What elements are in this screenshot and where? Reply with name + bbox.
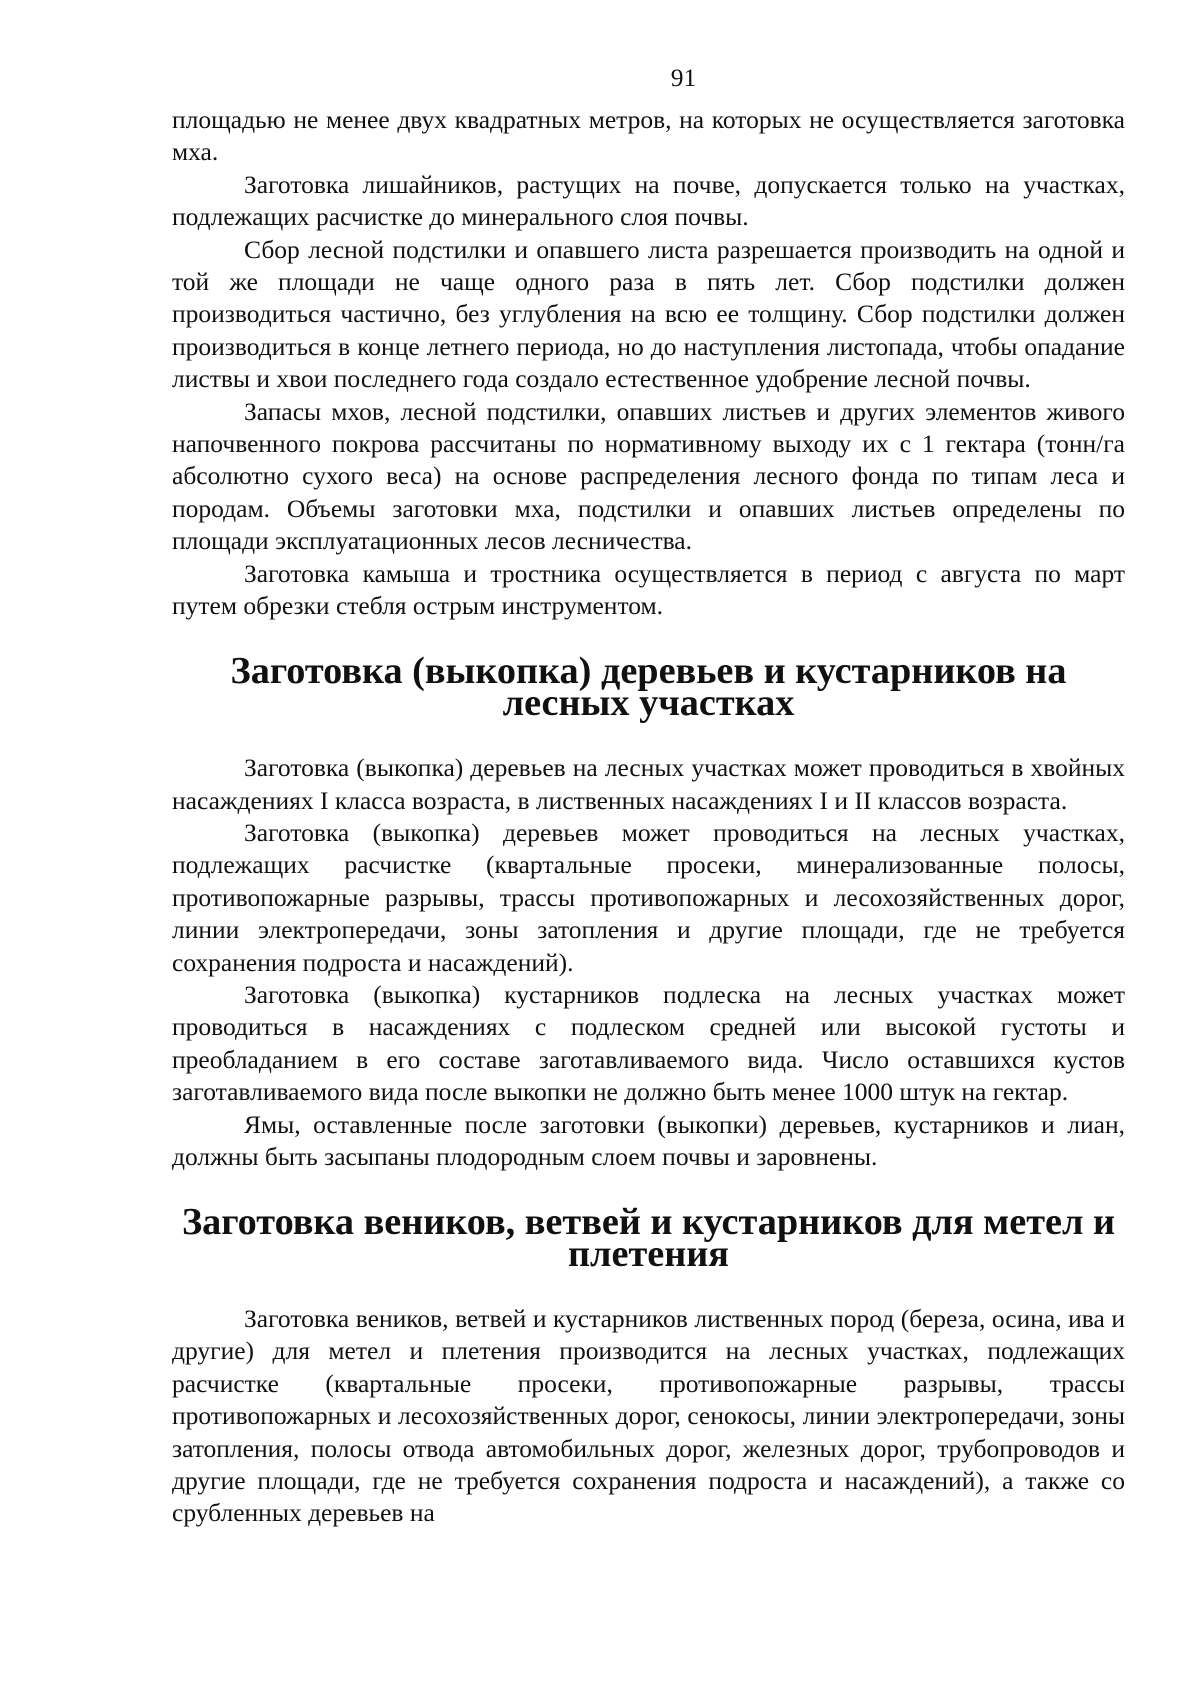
paragraph-tree-digging-areas: Заготовка (выкопка) деревьев может проводиться на лесных участках, подлежащих расчистке (квартальные просеки, минерализованные полосы, противопожарные разрывы, трассы противопожарных и лесохозяйственных дорог, линии электропередачи, зоны затопления и другие площади, где не требуется сохранения подроста и насаждений). xyxy=(172,817,1125,977)
paragraph-lichen-harvest: Заготовка лишайников, растущих на почве, допускается только на участках, подлежащих расчистке до минерального слоя почвы. xyxy=(172,169,1125,232)
paragraph-litter-collection: Сбор лесной подстилки и опавшего листа разрешается производить на одной и той же площади не чаще одного раза в пять лет. Сбор подстилки должен производиться частично, без углубления на всю ее толщину. Сбор подстилки должен производиться в конце летнего периода, но до наступления листопада, чтобы опадание листвы и хвои последнего года создало естественное удобрение лесной почвы. xyxy=(172,234,1125,394)
paragraph-broom-harvest: Заготовка веников, ветвей и кустарников лиственных пород (береза, осина, ива и другие) для метел и плетения производится на лесных участках, подлежащих расчистке (квартальные просеки, противопожарные разрывы, трассы противопожарных и лесохозяйственных дорог, сенокосы, линии электропередачи, зоны затопления, полосы отвода автомобильных дорог, железных дорог, трубопроводов и другие площади, где не требуется сохранения подроста и насаждений), а также со срубленных деревьев на xyxy=(172,1303,1125,1528)
section-spacer xyxy=(172,1271,1125,1303)
section-spacer xyxy=(172,720,1125,752)
section-heading-brooms-branches: Заготовка веников, ветвей и кустарников для метел и плетения xyxy=(181,1200,1116,1276)
paragraph-moss-area: площадью не менее двух квадратных метров, на которых не осуществляется заготовка мха. xyxy=(172,105,1125,167)
section-heading-trees-shrubs: Заготовка (выкопка) деревьев и кустарников на лесных участках xyxy=(230,649,1067,725)
page-number: 91 xyxy=(670,63,697,92)
paragraph-shrub-digging: Заготовка (выкопка) кустарников подлеска на лесных участках может проводиться в насаждениях с подлеском средней или высокой густоты и преобладанием в его составе заготавливаемого вида. Число оставшихся кустов заготавливаемого вида после выкопки не должно быть менее 1000 штук на гектар. xyxy=(172,979,1125,1107)
paragraph-reed-harvest: Заготовка камыша и тростника осуществляется в период с августа по март путем обрезки стебля острым инструментом. xyxy=(172,558,1125,621)
paragraph-moss-reserves: Запасы мхов, лесной подстилки, опавших листьев и других элементов живого напочвенного покрова рассчитаны по нормативному выходу их с 1 гектара (тонн/га абсолютно сухого веса) на основе распределения лесного фонда по типам леса и породам. Объемы заготовки мха, подстилки и опавших листьев определены по площади эксплуатационных лесов лесничества. xyxy=(172,396,1125,556)
paragraph-pit-filling: Ямы, оставленные после заготовки (выкопки) деревьев, кустарников и лиан, должны быть засыпаны плодородным слоем почвы и заровнены. xyxy=(172,1109,1125,1171)
paragraph-tree-digging-age: Заготовка (выкопка) деревьев на лесных участках может проводиться в хвойных насаждениях I класса возраста, в лиственных насаждениях I и II классов возраста. xyxy=(172,753,1125,815)
